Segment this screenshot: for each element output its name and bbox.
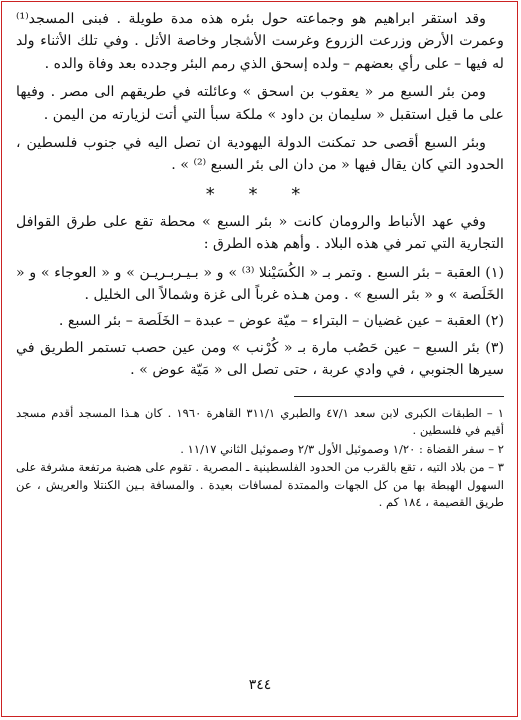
route-item-2: (٢) العقبة – عين غضيان – البتراء – ميّة عوض – عبدة – الخَلَصة – بئر السبع .	[58, 313, 504, 330]
book-page	[16, 8, 504, 708]
route-item-1: (١) العقبة – بئر السبع . وتمر بـ « الكُسَيْنلا ⁽³⁾ » و « بـيـربـريـن » و « العوجاء » و « الخَلَصة » و « بئر السبع » . ومن هـذه غرباً الى غزة وشمالاً الى الخليل .	[16, 264, 505, 304]
route-item-3: (٣) بئر السبع – عين حَصُب مارة بـ « كُرْنب » ومن عين حصب تستمر الطريق في سيرها الجنوبي ، في وادي عربة ، حتى تصل الى « مَيّة عوض » .	[16, 339, 504, 379]
footnote-3: ٣ – من بلاد التيه ، تقع بالقرب من الحدود الفلسطينية ـ المصرية . تقوم على هضبة مرتفعة مشرفة على السهول الهبطة بها من كل الجهات والممتدة لمسافات بعيدة . والمسافة بـين الكنتلا والعريش ، عن طريق القصيمة ، ١٨٤ كم .	[16, 460, 504, 510]
footnote-2: ٢ – سفر القضاة : ١/٢٠ وصموئيل الأول ٢/٣ وصموئيل الثاني ١١/١٧ .	[180, 441, 504, 456]
footnote-divider	[294, 396, 504, 397]
paragraph-2: ومن بئر السبع مر « يعقوب بن اسحق » وعائلته في طريقهم الى مصر . وفيها على ما قيل استقبل « سليمان بن داود » ملكة سبأ التي أتت لزيارته من اليمن .	[16, 84, 504, 123]
page-number: ٣٤٤	[248, 676, 272, 693]
footnote-1: ١ – الطبقات الكبرى لابن سعد ٤٧/١ والطبري ٣١١/١ القاهرة ١٩٦٠ . كان هـذا المسجد أقدم مسجد أقيم في فلسطين .	[16, 405, 504, 438]
paragraph-1: وقد استقر ابراهيم هو وجماعته حول بئره هذه مدة طويلة . فبنى المسجد⁽¹⁾ وعمرت الأرض وزرعت الزروع وغرست الأشجار وخاصة الأثل . وفي تلك الأثناء ولد له فيها – على رأي بعضهم – ولده إسحق الذي رمم البئر وجدده بعد وفاة والده .	[16, 11, 504, 72]
routes-intro: وفي عهد الأنباط والرومان كانت « بئر السبع » محطة تقع على طرق القوافل التجارية التي تمر في هذه البلاد . وأهم هذه الطرق :	[16, 213, 504, 253]
section-separator: * * *	[205, 183, 315, 205]
paragraph-3: وبئر السبع أقصى حد تمكنت الدولة اليهودية ان تصل اليه في جنوب فلسطين ، الحدود التي كان يقال فيها « من دان الى بئر السبع ⁽²⁾ » .	[16, 135, 504, 174]
